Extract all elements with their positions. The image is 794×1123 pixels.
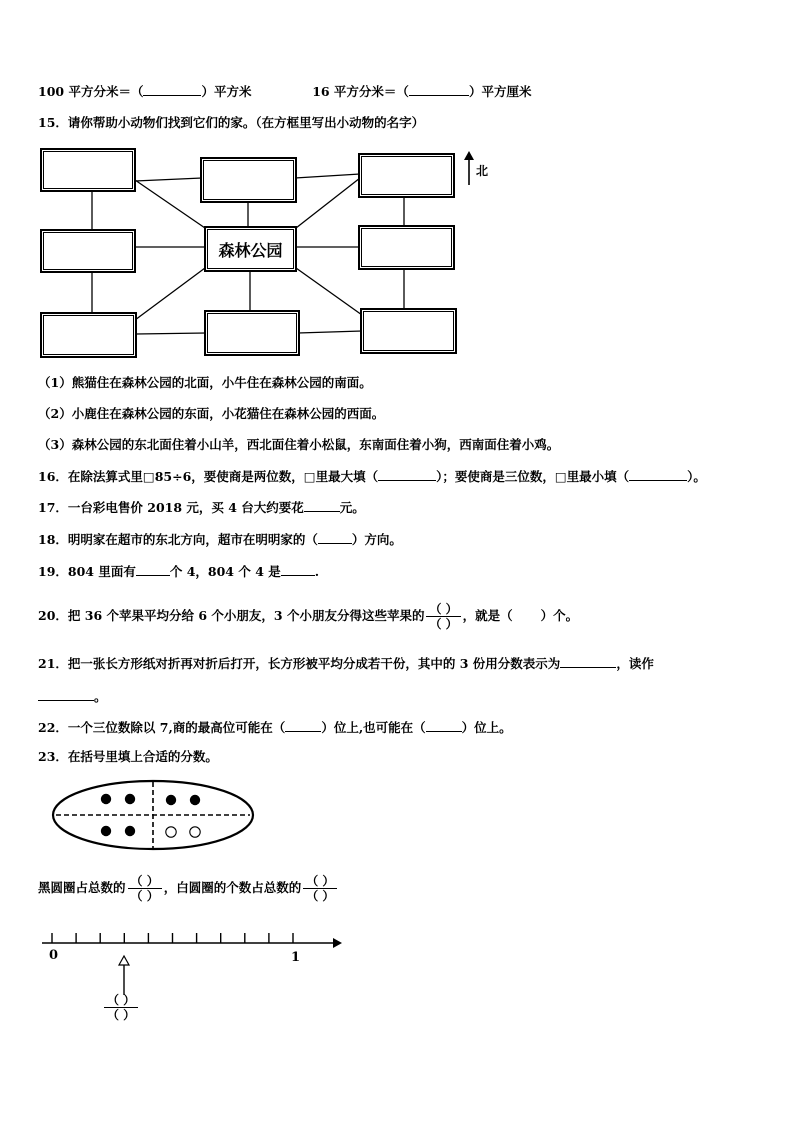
q22-text-a: 22．一个三位数除以 7,商的最高位可能在（	[38, 720, 286, 735]
q23-axis-denominator[interactable]: （ ）	[107, 1008, 136, 1022]
q14-left-unit: ）平方米	[201, 84, 252, 99]
black-dot	[125, 794, 135, 804]
axis-label-one: 1	[291, 950, 301, 965]
north-label: 北	[476, 164, 489, 178]
black-dot	[101, 826, 111, 836]
q21-blank-2[interactable]	[38, 688, 94, 701]
q23-prompt: 23．在括号里填上合适的分数。	[38, 749, 218, 764]
q19-line	[38, 563, 319, 580]
q20-fraction-numerator[interactable]: （ ）	[426, 602, 460, 617]
q21-line-2	[38, 688, 107, 705]
q14-left-text: 100 平方分米＝（	[38, 84, 144, 99]
q20-text-a: 20．把 36 个苹果平均分给 6 个小朋友，3 个小朋友分得这些苹果的	[38, 608, 425, 623]
q23-axis-numerator[interactable]: （ ）	[104, 993, 138, 1008]
q20-fraction-denominator[interactable]: （ ）	[429, 617, 458, 631]
n-home-box[interactable]	[200, 157, 297, 203]
q23-black-fraction[interactable]	[128, 874, 162, 903]
s-home-box[interactable]	[204, 310, 300, 356]
q20-text-c: ）个。	[540, 608, 579, 623]
q23-black-denominator[interactable]: （ ）	[130, 889, 159, 903]
q21-text-b: ，读作	[616, 656, 654, 671]
q16-text-c: ）。	[687, 469, 706, 484]
q23-fraction-line	[38, 866, 339, 910]
black-dot	[190, 795, 200, 805]
q16-text-b: ）；要使商是三位数，□里最小填（	[436, 469, 630, 484]
q21-blank-1[interactable]	[560, 655, 616, 668]
black-dot	[125, 826, 135, 836]
q21-text-c: 。	[94, 689, 107, 704]
q18-line	[38, 531, 402, 548]
nw-home-box[interactable]	[40, 148, 136, 192]
q23-white-text: ，白圆圈的个数占总数的	[163, 880, 302, 895]
forest-park-label: 森林公园	[218, 240, 283, 260]
white-dot	[166, 827, 176, 837]
w-home-box[interactable]	[40, 229, 136, 273]
pointer-arrowhead	[119, 956, 129, 965]
ne-home-box[interactable]	[358, 153, 455, 198]
q21-text-a: 21．把一张长方形纸对折再对折后打开，长方形被平均分成若干份，其中的 3 份用分数表示为	[38, 656, 561, 671]
q19-blank-2[interactable]	[281, 563, 315, 576]
dots-oval-figure	[50, 778, 260, 854]
q17-blank[interactable]	[304, 499, 340, 512]
q23-black-text: 黑圆圈占总数的	[38, 880, 126, 895]
q22-blank-1[interactable]	[285, 719, 321, 732]
q22-line	[38, 719, 512, 736]
q23-white-numerator[interactable]: （ ）	[303, 874, 337, 889]
q16-text-a: 16．在除法算式里□85÷6，要使商是两位数，□里最大填（	[38, 469, 379, 484]
q20-text-b: ，就是（	[462, 608, 513, 623]
se-home-box[interactable]	[360, 308, 457, 354]
q22-text-c: ）位上。	[461, 720, 512, 735]
q16-blank-2[interactable]	[629, 468, 687, 481]
q15-clue-2: （2）小鹿住在森林公园的东面，小花猫住在森林公园的西面。	[38, 406, 385, 421]
number-line-arrowhead	[333, 938, 342, 948]
e-home-box[interactable]	[358, 225, 455, 270]
q15-clue-1: （1）熊猫住在森林公园的北面，小牛住在森林公园的南面。	[38, 375, 372, 390]
q19-text-a: 19．804 里面有	[38, 564, 136, 579]
q18-text-b: ）方向。	[351, 532, 402, 547]
q22-blank-2[interactable]	[426, 719, 462, 732]
black-dot	[101, 794, 111, 804]
q16-line	[38, 468, 706, 485]
q18-text-a: 18．明明家在超市的东北方向，超市在明明家的（	[38, 532, 318, 547]
q22-text-b: ）位上,也可能在（	[321, 720, 426, 735]
q19-blank-1[interactable]	[136, 563, 170, 576]
q23-black-numerator[interactable]: （ ）	[128, 874, 162, 889]
q18-blank[interactable]	[318, 531, 352, 544]
black-dot	[166, 795, 176, 805]
axis-label-zero: 0	[49, 948, 59, 963]
sw-home-box[interactable]	[40, 312, 137, 358]
white-dot	[190, 827, 200, 837]
number-line	[30, 925, 360, 1000]
q23-axis-fraction[interactable]	[104, 993, 138, 1022]
q17-line	[38, 499, 365, 516]
q15-clue-3: （3）森林公园的东北面住着小山羊，西北面住着小松鼠，东南面住着小狗，西南面住着小鸡。	[38, 437, 560, 452]
q20-line	[38, 594, 578, 638]
q17-text-b: 元。	[339, 500, 365, 515]
q23-white-fraction[interactable]	[303, 874, 337, 903]
q19-text-c: .	[314, 564, 320, 579]
forest-park-box	[204, 226, 297, 272]
q21-line-1	[38, 655, 654, 672]
q14-right-unit: ）平方厘米	[468, 84, 532, 99]
q16-blank-1[interactable]	[378, 468, 436, 481]
q23-white-denominator[interactable]: （ ）	[306, 889, 335, 903]
q14-right-text: 16 平方分米＝（	[312, 84, 409, 99]
q19-text-b: 个 4，804 个 4 是	[169, 564, 281, 579]
q15-prompt: 15．请你帮助小动物们找到它们的家。（在方框里写出小动物的名字）	[38, 115, 425, 130]
q17-text-a: 17．一台彩电售价 2018 元，买 4 台大约要花	[38, 500, 304, 515]
q20-fraction[interactable]	[426, 602, 460, 631]
